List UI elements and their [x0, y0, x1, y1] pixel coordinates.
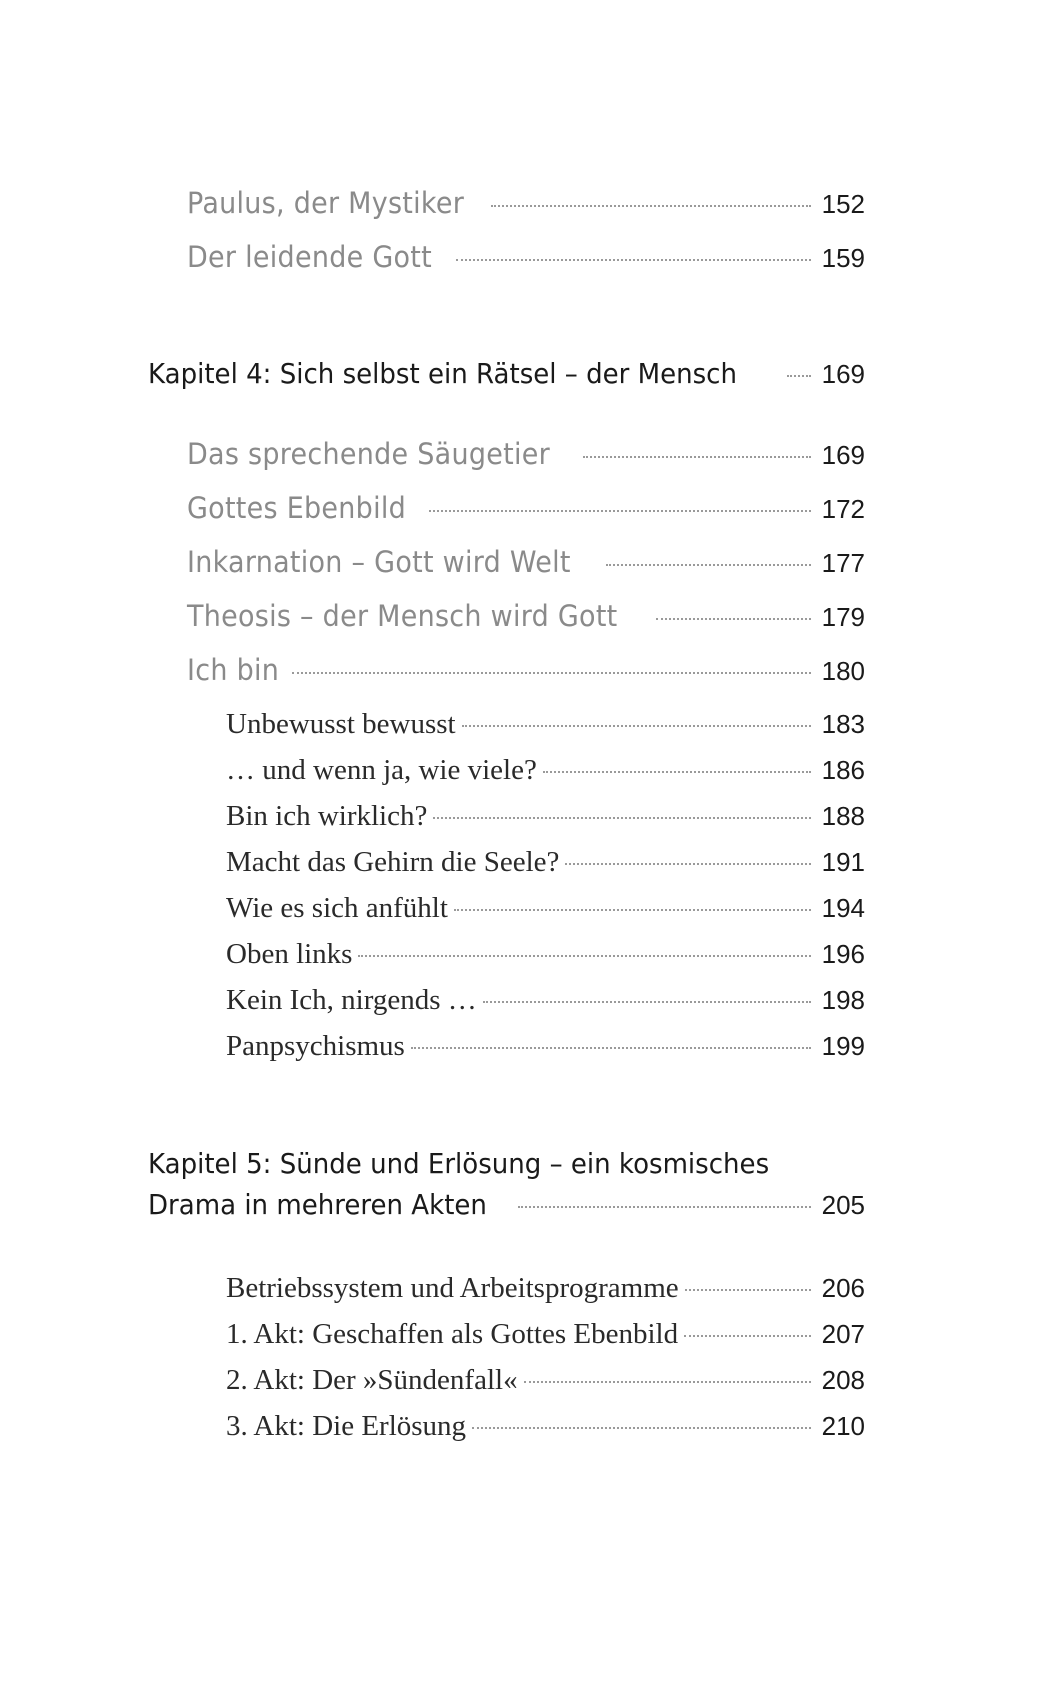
toc-subentry-title: 3. Akt: Die Erlösung — [226, 1410, 467, 1442]
dot-leader — [656, 618, 811, 620]
toc-subentry-page: 206 — [821, 1273, 865, 1303]
toc-subentry-title: Unbewusst bewusst — [226, 708, 456, 740]
dot-leader — [524, 1381, 811, 1383]
dot-leader — [358, 955, 811, 957]
toc-entry-title: Inkarnation – Gott wird Welt — [187, 545, 571, 579]
dot-leader — [433, 817, 811, 819]
toc-subentry-page: 198 — [821, 985, 865, 1015]
toc-subentry-page: 186 — [821, 755, 865, 785]
chapter-title-line2: Drama in mehreren Akten — [148, 1188, 487, 1221]
toc-entry-page: 179 — [821, 602, 865, 632]
dot-leader — [685, 1289, 811, 1291]
dot-leader — [518, 1206, 811, 1208]
dot-leader — [429, 510, 811, 512]
dot-leader — [491, 205, 811, 207]
dot-leader — [787, 375, 811, 377]
toc-entry-page: 152 — [821, 189, 865, 219]
toc-entry-page: 169 — [821, 440, 865, 470]
toc-entry-title: Ich bin — [187, 653, 280, 687]
toc-subentry-page: 208 — [821, 1365, 865, 1395]
dot-leader — [565, 863, 811, 865]
toc-subentry-page: 199 — [821, 1031, 865, 1061]
toc-entry-page: 159 — [821, 243, 865, 273]
toc-subentry-title: … und wenn ja, wie viele? — [226, 754, 537, 786]
toc-subentry-page: 207 — [821, 1319, 865, 1349]
dot-leader — [454, 909, 811, 911]
toc-entry-title: Theosis – der Mensch wird Gott — [187, 599, 618, 633]
dot-leader — [606, 564, 811, 566]
dot-leader — [543, 771, 811, 773]
toc-subentry-page: 188 — [821, 801, 865, 831]
toc-subentry-page: 194 — [821, 893, 865, 923]
toc-subentry-title: 1. Akt: Geschaffen als Gottes Ebenbild — [226, 1318, 679, 1350]
toc-subentry-title: Panpsychismus — [226, 1030, 405, 1062]
toc-subentry-title: Wie es sich anfühlt — [226, 892, 448, 924]
toc-entry-title: Der leidende Gott — [187, 240, 432, 274]
chapter-title-line1: Kapitel 5: Sünde und Erlösung – ein kosmisches — [148, 1147, 770, 1180]
dot-leader — [462, 725, 811, 727]
chapter-page: 205 — [821, 1190, 865, 1220]
toc-subentry-page: 191 — [821, 847, 865, 877]
toc-subentry-page: 196 — [821, 939, 865, 969]
dot-leader — [292, 672, 811, 674]
toc-subentry-title: Oben links — [226, 938, 353, 970]
chapter-title: Kapitel 4: Sich selbst ein Rätsel – der Mensch — [148, 357, 738, 390]
dot-leader — [483, 1001, 811, 1003]
toc-entry-page: 180 — [821, 656, 865, 686]
dot-leader — [684, 1335, 811, 1337]
dot-leader — [411, 1047, 811, 1049]
toc-entry-page: 177 — [821, 548, 865, 578]
toc-subentry-page: 210 — [821, 1411, 865, 1441]
toc-subentry-title: Macht das Gehirn die Seele? — [226, 846, 560, 878]
toc-subentry-page: 183 — [821, 709, 865, 739]
toc-subentry-title: Betriebssystem und Arbeitsprogramme — [226, 1272, 679, 1304]
toc-subentry-title: 2. Akt: Der »Sündenfall« — [226, 1364, 518, 1396]
toc-subentry-title: Kein Ich, nirgends … — [226, 984, 477, 1016]
toc-entry-title: Gottes Ebenbild — [187, 491, 407, 525]
dot-leader — [456, 259, 811, 261]
toc-entry-page: 172 — [821, 494, 865, 524]
toc-subentry-title: Bin ich wirklich? — [226, 800, 428, 832]
toc-entry-title: Paulus, der Mystiker — [187, 186, 465, 220]
chapter-page: 169 — [821, 359, 865, 389]
dot-leader — [472, 1427, 811, 1429]
dot-leader — [583, 456, 811, 458]
toc-entry-title: Das sprechende Säugetier — [187, 437, 550, 471]
